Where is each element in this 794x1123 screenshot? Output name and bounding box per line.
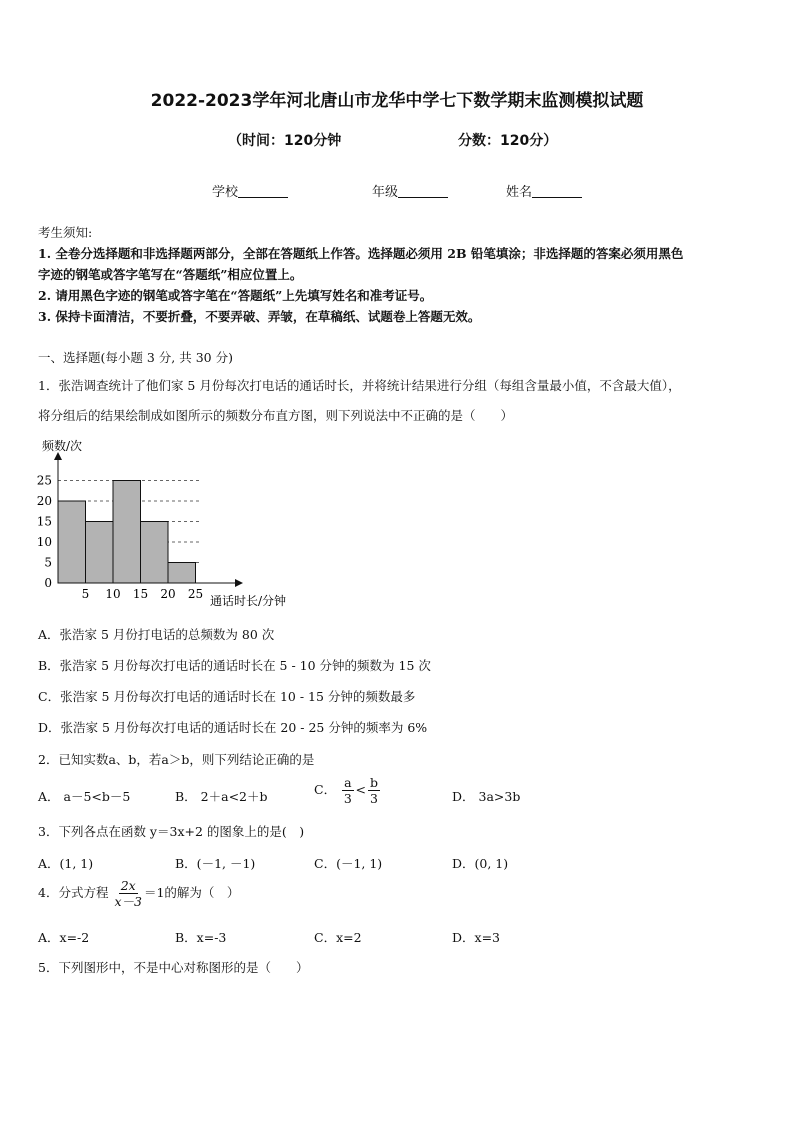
y-tick-20: 20 [36, 494, 52, 508]
name-label: 姓名 [506, 185, 533, 200]
bar-0-5 [58, 501, 86, 583]
less-than-sign: < [355, 782, 366, 797]
q1-option-a: A．张浩家 5 月份打电话的总频数为 80 次 [38, 627, 275, 642]
q4-stem-suffix: ＝1的解为（ ） [143, 885, 240, 900]
note-3: 3. 保持卡面清洁，不要折叠，不要弄破、弄皱，在草稿纸、试题卷上答题无效。 [38, 309, 481, 324]
section-heading: 一、选择题(每小题 3 分, 共 30 分) [38, 350, 233, 365]
q1-option-c: C．张浩家 5 月份每次打电话的通话时长在 10 - 15 分钟的频数最多 [38, 689, 416, 704]
school-blank [238, 184, 288, 198]
x-axis-arrow [235, 579, 243, 587]
page-title: 2022-2023学年河北唐山市龙华中学七下数学期末监测模拟试题 [150, 91, 644, 111]
x-tick-10: 10 [105, 587, 121, 601]
x-tick-5: 5 [81, 587, 90, 601]
q1-line2: 将分组后的结果绘制成如图所示的频数分布直方图，则下列说法中不正确的是（ ） [38, 408, 514, 423]
note-1a: 1. 全卷分选择题和非选择题两部分，全部在答题纸上作答。选择题必须用 2B 铅笔填涂；非选择题的答案必须用黑色 [38, 246, 684, 261]
x-tick-15: 15 [132, 587, 149, 601]
q4-option-b: B．x=-3 [175, 930, 227, 945]
y-axis-arrow [54, 452, 62, 460]
grade-field [372, 181, 448, 200]
name-field [506, 181, 582, 200]
q2-option-a: A． a－5<b－5 [38, 789, 131, 804]
exam-time: （时间：120分钟 [228, 133, 342, 149]
grade-blank [398, 184, 448, 198]
histogram-chart [30, 430, 320, 615]
q3-stem: 3．下列各点在函数 y＝3x+2 的图象上的是( ) [38, 824, 305, 839]
x-tick-20: 20 [160, 587, 176, 601]
notes-heading: 考生须知: [38, 225, 93, 240]
q4-option-a: A．x=-2 [38, 930, 90, 945]
denominator: x－3 [114, 894, 142, 909]
y-tick-0: 0 [44, 576, 52, 590]
q5-stem: 5．下列图形中，不是中心对称图形的是（ ） [38, 960, 309, 975]
denominator: 3 [343, 791, 352, 806]
exam-score: 分数：120分） [458, 133, 558, 149]
bar-20-25 [168, 563, 196, 584]
bar-5-10 [86, 522, 114, 584]
q3-option-b: B．(－1, －1) [175, 856, 256, 871]
q3-option-d: D．(0, 1) [452, 856, 509, 871]
q3-option-a: A．(1, 1) [38, 856, 94, 871]
school-label: 学校 [212, 185, 239, 200]
note-2: 2. 请用黑色字迹的钢笔或答字笔在“答题纸”上先填写姓名和准考证号。 [38, 288, 433, 303]
exam-notes [38, 222, 683, 327]
q4-stem-prefix: 4．分式方程 [38, 885, 109, 900]
q1-line1: 1．张浩调查统计了他们家 5 月份每次打电话的通话时长，并将统计结果进行分组（每组含量最小值，不含最大值）， [38, 378, 681, 393]
school-field [212, 181, 288, 200]
fraction-a-over-3 [342, 775, 353, 806]
grade-label: 年级 [372, 185, 399, 200]
numerator: b [370, 775, 379, 790]
y-axis-label: 频数/次 [42, 439, 83, 453]
name-blank [532, 184, 582, 198]
y-tick-10: 10 [36, 535, 52, 549]
q2-option-c [314, 775, 382, 806]
q2-c-prefix: C． [314, 782, 337, 797]
q1-option-b: B．张浩家 5 月份每次打电话的通话时长在 5 - 10 分钟的频数为 15 次 [38, 658, 431, 673]
q4-stem [38, 878, 239, 909]
chart-bars [58, 481, 196, 584]
fraction-2x-over-x-minus-3 [114, 878, 142, 909]
q3-option-c: C．(－1, 1) [314, 856, 383, 871]
x-axis-label: 通话时长/分钟 [210, 594, 287, 608]
denominator: 3 [370, 791, 378, 806]
note-1b: 字迹的钢笔或答字笔写在“答题纸”相应位置上。 [38, 267, 303, 282]
y-tick-5: 5 [44, 555, 52, 570]
bar-10-15 [113, 481, 141, 584]
numerator: 2x [120, 878, 136, 893]
q2-option-d: D． 3a>3b [452, 789, 521, 804]
numerator: a [344, 775, 352, 790]
x-tick-25: 25 [187, 587, 204, 601]
y-tick-15: 15 [36, 514, 52, 529]
q1-option-d: D．张浩家 5 月份每次打电话的通话时长在 20 - 25 分钟的频率为 6% [38, 720, 428, 735]
q4-option-d: D．x=3 [452, 930, 500, 945]
q2-stem: 2．已知实数a、b，若a＞b，则下列结论正确的是 [38, 752, 315, 767]
bar-15-20 [141, 522, 169, 584]
q4-option-c: C．x=2 [314, 930, 362, 945]
q2-option-b: B． 2＋a<2＋b [175, 789, 268, 804]
y-tick-25: 25 [36, 473, 52, 488]
fraction-b-over-3 [368, 775, 380, 806]
